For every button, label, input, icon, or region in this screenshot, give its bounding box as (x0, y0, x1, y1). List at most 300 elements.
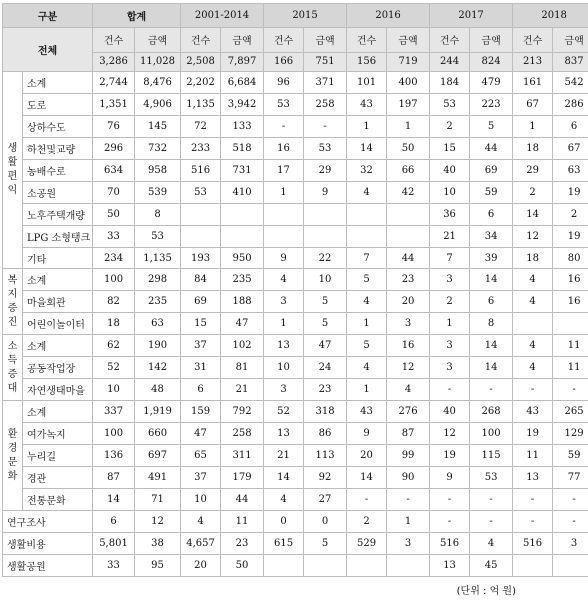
amount-cell: - (387, 489, 430, 511)
table-row (3, 489, 588, 511)
amount-cell: 6 (470, 291, 513, 313)
count-cell: 13 (264, 335, 304, 357)
amount-cell: 5 (304, 291, 347, 313)
count-cell: 76 (93, 115, 135, 137)
count-cell: 43 (513, 401, 553, 423)
amount-cell (304, 203, 347, 225)
amount-cell: 3 (387, 313, 430, 335)
amount-cell: 23 (387, 269, 430, 291)
count-cell: 14 (264, 467, 304, 489)
count-cell: 1 (347, 115, 387, 137)
amount-cell: 47 (221, 313, 264, 335)
amount-cell: 129 (553, 423, 588, 445)
count-cell: 516 (513, 532, 553, 554)
amount-cell: 4,906 (135, 93, 181, 115)
amount-cell (553, 554, 588, 576)
count-cell: 1 (513, 115, 553, 137)
amount-cell (387, 225, 430, 247)
amount-cell: 145 (135, 115, 181, 137)
count-cell: 1 (264, 313, 304, 335)
count-cell (513, 313, 553, 335)
count-cell: 296 (93, 137, 135, 159)
amount-cell: 21 (221, 379, 264, 401)
group-label-char: 활 (7, 157, 18, 169)
count-cell (264, 203, 304, 225)
count-cell: 4 (513, 357, 553, 379)
amount-cell: 48 (135, 379, 181, 401)
count-cell: 2,744 (93, 71, 135, 93)
amount-cell: 660 (135, 423, 181, 445)
group-label-char: 진 (7, 316, 18, 328)
amount-cell: 3,942 (221, 93, 264, 115)
amount-cell: 63 (135, 313, 181, 335)
count-cell: 33 (93, 225, 135, 247)
row-label: 전통문화 (23, 489, 93, 511)
count-cell: 233 (181, 137, 221, 159)
amount-header: 금액 (135, 28, 181, 53)
amount-cell: 99 (387, 445, 430, 467)
row-label: 소계 (23, 401, 93, 423)
row-label: LPG 소형탱크 (23, 225, 93, 247)
table-row (3, 532, 588, 554)
amount-cell: 268 (470, 401, 513, 423)
amount-cell: 24 (304, 357, 347, 379)
count-cell: 19 (430, 445, 470, 467)
count-cell: 9 (264, 247, 304, 269)
group-label-char: 화 (7, 470, 18, 482)
amount-cell: - (470, 489, 513, 511)
amount-cell: 142 (135, 357, 181, 379)
amount-cell: 22 (304, 247, 347, 269)
count-cell: 7 (430, 247, 470, 269)
row-label: 기타 (23, 247, 93, 269)
table-row (3, 335, 588, 357)
row-label: 소계 (23, 269, 93, 291)
amount-cell (553, 313, 588, 335)
amount-cell: 518 (221, 137, 264, 159)
amount-cell: 258 (221, 423, 264, 445)
amount-cell: 67 (553, 137, 588, 159)
count-cell: 12 (513, 225, 553, 247)
count-cell: 53 (264, 93, 304, 115)
row-label: 생활비용 (3, 532, 93, 554)
count-cell: 32 (347, 159, 387, 181)
count-cell: 11 (513, 445, 553, 467)
amount-cell: 100 (470, 423, 513, 445)
count-cell (181, 203, 221, 225)
amount-cell: 11,028 (135, 52, 181, 71)
row-label: 소계 (23, 335, 93, 357)
count-cell: 10 (181, 489, 221, 511)
count-cell (347, 225, 387, 247)
amount-cell (304, 225, 347, 247)
count-cell: 3 (264, 291, 304, 313)
count-cell: 40 (430, 401, 470, 423)
amount-cell: 5 (304, 532, 347, 554)
amount-cell (387, 554, 430, 576)
row-label: 노후주택개량 (23, 203, 93, 225)
table-row (3, 71, 588, 93)
amount-cell: 8 (135, 203, 181, 225)
count-cell: 1,135 (181, 93, 221, 115)
header-year: 2015 (264, 4, 347, 28)
count-cell: 14 (347, 137, 387, 159)
table-row (3, 379, 588, 401)
count-cell (347, 554, 387, 576)
count-cell: 36 (430, 203, 470, 225)
amount-cell: 42 (387, 181, 430, 203)
count-cell: 3 (430, 357, 470, 379)
amount-cell: 44 (387, 247, 430, 269)
amount-cell: 1,919 (135, 401, 181, 423)
count-cell: 52 (93, 357, 135, 379)
amount-cell: 2 (553, 203, 588, 225)
amount-cell: 50 (387, 137, 430, 159)
count-cell: - (513, 379, 553, 401)
amount-cell: 53 (470, 467, 513, 489)
amount-cell: 27 (304, 489, 347, 511)
table-row (3, 247, 588, 269)
amount-cell: 276 (387, 401, 430, 423)
amount-cell: - (304, 115, 347, 137)
amount-cell: 34 (470, 225, 513, 247)
count-cell: 17 (264, 159, 304, 181)
amount-cell: 59 (553, 445, 588, 467)
amount-cell: 371 (304, 71, 347, 93)
count-cell: 3 (264, 379, 304, 401)
amount-header: 금액 (470, 28, 513, 53)
table-row (3, 137, 588, 159)
amount-cell: 5 (470, 115, 513, 137)
group-label-char: 증 (7, 302, 18, 314)
table-row (3, 203, 588, 225)
amount-cell: 958 (135, 159, 181, 181)
count-cell: 9 (430, 467, 470, 489)
amount-cell: 5 (304, 313, 347, 335)
amount-cell (304, 554, 347, 576)
amount-cell: 542 (553, 71, 588, 93)
amount-cell: - (553, 510, 588, 532)
amount-cell: 318 (304, 401, 347, 423)
amount-header: 금액 (553, 28, 588, 53)
count-cell: 16 (264, 137, 304, 159)
amount-cell: 197 (387, 93, 430, 115)
count-cell: 4 (264, 489, 304, 511)
row-label: 어린이놀이터 (23, 313, 93, 335)
count-cell: 516 (430, 532, 470, 554)
amount-cell: 410 (221, 181, 264, 203)
count-cell: 12 (430, 423, 470, 445)
amount-cell: 53 (304, 137, 347, 159)
count-cell: 18 (513, 247, 553, 269)
count-cell: 4 (181, 510, 221, 532)
count-cell: 31 (181, 357, 221, 379)
table-row (3, 181, 588, 203)
unit-footnote: (단위 : 억 원) (456, 586, 516, 597)
count-cell: 6 (93, 510, 135, 532)
count-cell: 1 (347, 313, 387, 335)
amount-cell: 6,684 (221, 71, 264, 93)
amount-cell: 69 (470, 159, 513, 181)
row-label: 소계 (23, 71, 93, 93)
amount-cell: 539 (135, 181, 181, 203)
count-cell: 43 (347, 93, 387, 115)
table-row (3, 467, 588, 489)
count-cell: 10 (264, 357, 304, 379)
count-cell: 21 (264, 445, 304, 467)
count-cell: 4 (347, 291, 387, 313)
group-label-char: 소 (7, 340, 18, 352)
amount-cell: 87 (387, 423, 430, 445)
count-cell: 184 (430, 71, 470, 93)
count-cell: 21 (430, 225, 470, 247)
count-cell: 33 (93, 554, 135, 576)
count-cell: 5,801 (93, 532, 135, 554)
amount-cell: 719 (387, 52, 430, 71)
row-label: 경관 (23, 467, 93, 489)
amount-cell: 53 (135, 225, 181, 247)
count-cell: 100 (93, 423, 135, 445)
amount-cell: 10 (304, 269, 347, 291)
amount-cell: 113 (304, 445, 347, 467)
group-label-char: 생 (7, 143, 18, 155)
count-cell: 18 (513, 137, 553, 159)
table-row (3, 401, 588, 423)
count-cell: 84 (181, 269, 221, 291)
table-row (3, 357, 588, 379)
count-cell: 4,657 (181, 532, 221, 554)
count-cell: 100 (93, 269, 135, 291)
amount-cell: 29 (304, 159, 347, 181)
count-cell: - (513, 510, 553, 532)
amount-cell: 77 (553, 467, 588, 489)
count-cell: 4 (264, 269, 304, 291)
table-row (3, 313, 588, 335)
amount-cell: 47 (304, 335, 347, 357)
count-cell: 13 (513, 467, 553, 489)
row-label: 연구조사 (3, 510, 93, 532)
amount-cell: 66 (387, 159, 430, 181)
count-cell: 65 (181, 445, 221, 467)
count-cell: - (513, 489, 553, 511)
row-label: 농배수로 (23, 159, 93, 181)
count-cell (181, 225, 221, 247)
table-row (3, 554, 588, 576)
group-label (3, 269, 23, 335)
amount-cell: 697 (135, 445, 181, 467)
count-cell: 1 (264, 181, 304, 203)
amount-cell (221, 203, 264, 225)
amount-cell: 44 (221, 489, 264, 511)
group-label-char: 문 (7, 456, 18, 468)
count-cell: 156 (347, 52, 387, 71)
amount-cell: 731 (221, 159, 264, 181)
group-label (3, 335, 23, 401)
amount-cell: 8 (470, 313, 513, 335)
budget-table (2, 3, 588, 577)
amount-header: 금액 (387, 28, 430, 53)
amount-cell: 311 (221, 445, 264, 467)
table-body (3, 28, 588, 577)
amount-cell: 14 (470, 269, 513, 291)
amount-cell: 188 (221, 291, 264, 313)
count-cell: 234 (93, 247, 135, 269)
group-label-char: 환 (7, 428, 18, 440)
amount-cell: 71 (135, 489, 181, 511)
amount-cell: 59 (470, 181, 513, 203)
count-cell: 29 (513, 159, 553, 181)
amount-cell: 102 (221, 335, 264, 357)
count-cell: - (264, 115, 304, 137)
table-row (3, 423, 588, 445)
count-header: 건수 (93, 28, 135, 53)
amount-cell: - (553, 489, 588, 511)
amount-cell: 16 (553, 269, 588, 291)
amount-cell: 11 (553, 357, 588, 379)
header-year: 2017 (430, 4, 513, 28)
count-cell: - (347, 489, 387, 511)
amount-cell: 16 (387, 335, 430, 357)
amount-cell: 14 (470, 335, 513, 357)
amount-header: 금액 (304, 28, 347, 53)
count-cell: 10 (430, 181, 470, 203)
header-year: 2001-2014 (181, 4, 264, 28)
amount-cell: 44 (470, 137, 513, 159)
count-cell: 19 (513, 423, 553, 445)
count-cell: 2 (513, 181, 553, 203)
count-cell: 7 (347, 247, 387, 269)
header-year: 2018 (513, 4, 588, 28)
amount-cell: 4 (470, 532, 513, 554)
count-cell: 37 (181, 335, 221, 357)
amount-cell: 23 (304, 379, 347, 401)
group-label-char: 득 (7, 354, 18, 366)
amount-cell: 12 (135, 510, 181, 532)
count-cell: 87 (93, 467, 135, 489)
row-label: 여가녹지 (23, 423, 93, 445)
row-label: 생활공원 (3, 554, 93, 576)
count-cell (264, 554, 304, 576)
group-label-char: 대 (7, 382, 18, 394)
count-cell: - (430, 379, 470, 401)
amount-cell: 19 (553, 181, 588, 203)
amount-cell: 751 (304, 52, 347, 71)
count-cell: 18 (93, 313, 135, 335)
count-cell: 101 (347, 71, 387, 93)
amount-cell: 824 (470, 52, 513, 71)
amount-cell: 223 (470, 93, 513, 115)
count-cell: 20 (347, 445, 387, 467)
amount-cell: 479 (470, 71, 513, 93)
count-cell (264, 225, 304, 247)
group-label-char: 편 (7, 171, 18, 183)
count-cell: 2 (430, 291, 470, 313)
count-cell: 0 (264, 510, 304, 532)
amount-cell: 80 (553, 247, 588, 269)
count-cell: 3 (430, 335, 470, 357)
count-cell: 161 (513, 71, 553, 93)
amount-cell: 265 (553, 401, 588, 423)
count-cell: 13 (430, 554, 470, 576)
amount-cell: 7,897 (221, 52, 264, 71)
count-cell: 13 (264, 423, 304, 445)
row-label: 상하수도 (23, 115, 93, 137)
count-cell: 193 (181, 247, 221, 269)
group-label-char: 경 (7, 442, 18, 454)
amount-cell (387, 203, 430, 225)
count-cell: 1,351 (93, 93, 135, 115)
amount-cell: 19 (553, 225, 588, 247)
count-cell: 3 (430, 269, 470, 291)
count-cell: 53 (181, 181, 221, 203)
header-year: 2016 (347, 4, 430, 28)
amount-cell: 837 (553, 52, 588, 71)
row-label: 누리길 (23, 445, 93, 467)
count-cell (513, 554, 553, 576)
amount-cell: 235 (135, 291, 181, 313)
count-cell: 4 (513, 335, 553, 357)
amount-cell: 14 (470, 357, 513, 379)
count-cell: 52 (264, 401, 304, 423)
table-row (3, 93, 588, 115)
count-cell: 37 (181, 467, 221, 489)
row-label: 공동작업장 (23, 357, 93, 379)
group-label (3, 71, 23, 269)
table-row (3, 445, 588, 467)
count-cell: 1 (347, 379, 387, 401)
count-cell: 4 (347, 357, 387, 379)
amount-cell: - (470, 510, 513, 532)
amount-cell: 50 (221, 554, 264, 576)
amount-cell: 11 (553, 335, 588, 357)
count-cell (347, 203, 387, 225)
amount-cell: 732 (135, 137, 181, 159)
amount-cell: 792 (221, 401, 264, 423)
count-cell: 136 (93, 445, 135, 467)
amount-cell: 3 (387, 532, 430, 554)
table-row (3, 510, 588, 532)
total-label: 전체 (3, 28, 93, 72)
count-cell: - (430, 510, 470, 532)
count-cell: 69 (181, 291, 221, 313)
group-label-char: 익 (7, 185, 18, 197)
count-cell: 82 (93, 291, 135, 313)
amount-cell: 235 (221, 269, 264, 291)
count-cell: 15 (430, 137, 470, 159)
amount-cell: 92 (304, 467, 347, 489)
amount-cell: 950 (221, 247, 264, 269)
amount-cell: 39 (470, 247, 513, 269)
count-cell: 615 (264, 532, 304, 554)
row-label: 소공원 (23, 181, 93, 203)
amount-cell: 20 (387, 291, 430, 313)
count-cell: 2,202 (181, 71, 221, 93)
amount-header: 금액 (221, 28, 264, 53)
count-cell: 14 (513, 203, 553, 225)
count-cell: 67 (513, 93, 553, 115)
count-cell: 43 (347, 401, 387, 423)
amount-cell: 1 (387, 115, 430, 137)
count-cell: 15 (181, 313, 221, 335)
count-cell: 213 (513, 52, 553, 71)
count-cell: 516 (181, 159, 221, 181)
table-row (3, 291, 588, 313)
count-cell: 96 (264, 71, 304, 93)
count-cell: 72 (181, 115, 221, 137)
count-cell: 4 (513, 291, 553, 313)
amount-cell: 0 (304, 510, 347, 532)
amount-cell: 1 (387, 510, 430, 532)
